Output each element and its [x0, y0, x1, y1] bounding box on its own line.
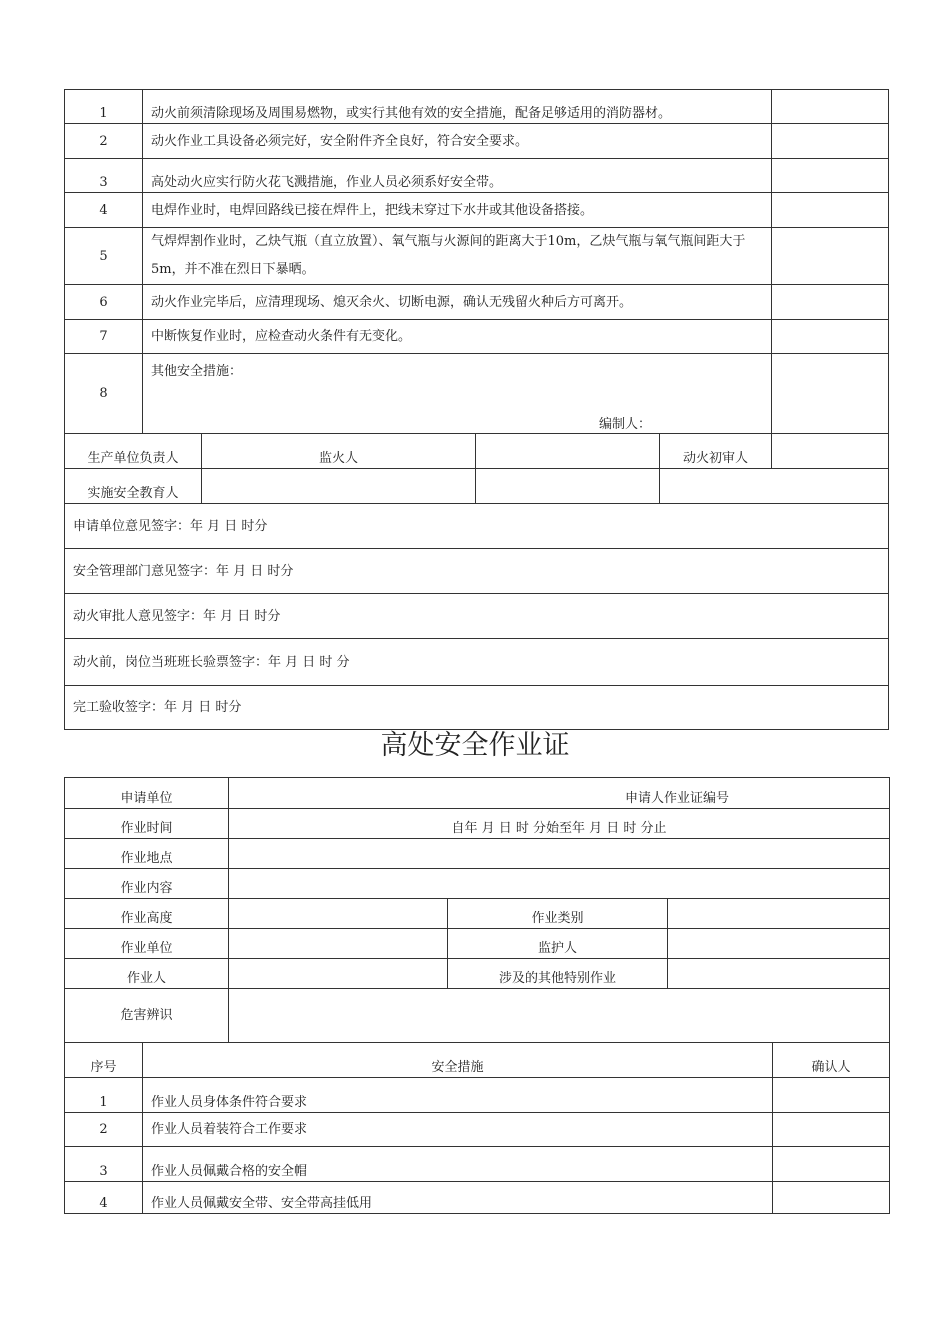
confirm-cell[interactable]: [772, 285, 889, 320]
blank-cell[interactable]: [476, 469, 660, 504]
other-special-label: 涉及的其他特别作业: [448, 959, 668, 989]
worker-field[interactable]: [229, 959, 448, 989]
col-confirm-header: 确认人: [773, 1043, 890, 1078]
guardian-label: 监护人: [448, 929, 668, 959]
hazard-id-field[interactable]: [229, 989, 890, 1043]
measure-no: 2: [65, 1113, 143, 1147]
measure-text: 气焊焊割作业时，乙炔气瓶（直立放置）、氧气瓶与火源间的距离大于10m，乙炔气瓶与氧气瓶间距大于5m，并不准在烈日下暴晒。: [143, 228, 772, 285]
confirm-cell[interactable]: [773, 1078, 890, 1113]
confirm-cell[interactable]: [773, 1182, 890, 1214]
measure-row: [65, 159, 889, 193]
production-head-label: 生产单位负责人: [65, 434, 202, 469]
measure-row: [65, 320, 889, 354]
permit-no-label[interactable]: 申请人作业证编号: [229, 778, 890, 809]
measure-text: 动火前须清除现场及周围易燃物，或实行其他有效的安全措施，配备足够适用的消防器材。: [143, 90, 772, 124]
confirm-cell[interactable]: [772, 90, 889, 124]
work-height-field[interactable]: [229, 899, 448, 929]
hotwork-permit-table: [64, 89, 889, 730]
measure-text: 作业人员佩戴安全带、安全带高挂低用: [143, 1182, 773, 1214]
measure-no: 7: [65, 320, 143, 354]
measure-no: 4: [65, 1182, 143, 1214]
signature-row[interactable]: [65, 639, 889, 686]
safety-educator-label: 实施安全教育人: [65, 469, 202, 504]
work-unit-label: 作业单位: [65, 929, 229, 959]
approver-signature: 动火审批人意见签字：年 月 日 时分: [65, 594, 889, 639]
measure-row: [65, 193, 889, 228]
signature-row[interactable]: [65, 686, 889, 730]
initial-reviewer-sign[interactable]: [772, 434, 889, 469]
measure-text: 动火作业完毕后，应清理现场、熄灭余火、切断电源，确认无残留火种后方可离开。: [143, 285, 772, 320]
measure-row: [65, 90, 889, 124]
measure-text: 动火作业工具设备必须完好，安全附件齐全良好，符合安全要求。: [143, 124, 772, 159]
measure-text: 作业人员身体条件符合要求: [143, 1078, 773, 1113]
work-time-value[interactable]: 自年 月 日 时 分始至年 月 日 时 分止: [229, 809, 890, 839]
measure-row: [65, 228, 889, 285]
editor-label: 编制人：: [599, 417, 652, 432]
people-row: [65, 434, 889, 469]
work-category-label: 作业类别: [448, 899, 668, 929]
col-measure-header: 安全措施: [143, 1043, 773, 1078]
worker-label: 作业人: [65, 959, 229, 989]
measure-no: 1: [65, 1078, 143, 1113]
measures-header-row: [65, 1043, 890, 1078]
safety-educator-sign[interactable]: [202, 469, 476, 504]
measure-row: [65, 1078, 890, 1113]
work-content-field[interactable]: [229, 869, 890, 899]
signature-row[interactable]: [65, 594, 889, 639]
shift-leader-signature: 动火前，岗位当班班长验票签字：年 月 日 时 分: [65, 639, 889, 686]
confirm-cell[interactable]: [773, 1147, 890, 1182]
hazard-id-label: 危害辨识: [65, 989, 229, 1043]
measure-row: [65, 124, 889, 159]
confirm-cell[interactable]: [773, 1113, 890, 1147]
guardian-field[interactable]: [668, 929, 890, 959]
measure-text-other[interactable]: [143, 354, 772, 434]
initial-reviewer-label: 动火初审人: [660, 434, 772, 469]
measure-row: [65, 1182, 890, 1214]
measure-text: 作业人员佩戴合格的安全帽: [143, 1147, 773, 1182]
height-permit-table: [64, 777, 890, 1214]
work-time-label: 作业时间: [65, 809, 229, 839]
safety-dept-signature: 安全管理部门意见签字：年 月 日 时分: [65, 549, 889, 594]
measure-row: [65, 354, 889, 434]
measure-no: 3: [65, 159, 143, 193]
confirm-cell[interactable]: [772, 354, 889, 434]
col-no-header: 序号: [65, 1043, 143, 1078]
measure-no: 6: [65, 285, 143, 320]
confirm-cell[interactable]: [772, 159, 889, 193]
measure-row: [65, 285, 889, 320]
measure-no: 3: [65, 1147, 143, 1182]
measure-no: 5: [65, 228, 143, 285]
measure-no: 2: [65, 124, 143, 159]
work-height-label: 作业高度: [65, 899, 229, 929]
confirm-cell[interactable]: [772, 124, 889, 159]
measure-row: [65, 1113, 890, 1147]
work-site-label: 作业地点: [65, 839, 229, 869]
people-row: [65, 469, 889, 504]
measure-text: 中断恢复作业时，应检查动火条件有无变化。: [143, 320, 772, 354]
measure-no: 4: [65, 193, 143, 228]
completion-signature: 完工验收签字：年 月 日 时分: [65, 686, 889, 730]
fire-watcher-sign[interactable]: [476, 434, 660, 469]
confirm-cell[interactable]: [772, 193, 889, 228]
measure-text: 作业人员着装符合工作要求: [143, 1113, 773, 1147]
work-content-label: 作业内容: [65, 869, 229, 899]
blank-cell[interactable]: [660, 469, 889, 504]
measure-row: [65, 1147, 890, 1182]
work-category-field[interactable]: [668, 899, 890, 929]
measure-no: 8: [65, 354, 143, 434]
measure-text: 高处动火应实行防火花飞溅措施，作业人员必须系好安全带。: [143, 159, 772, 193]
measure-text: 电焊作业时，电焊回路线已接在焊件上，把线未穿过下水井或其他设备搭接。: [143, 193, 772, 228]
apply-unit-label: 申请单位: [65, 778, 229, 809]
page-title: 高处安全作业证: [380, 730, 570, 761]
other-special-field[interactable]: [668, 959, 890, 989]
confirm-cell[interactable]: [772, 320, 889, 354]
signature-row[interactable]: [65, 549, 889, 594]
signature-row[interactable]: [65, 504, 889, 549]
measure-no: 1: [65, 90, 143, 124]
confirm-cell[interactable]: [772, 228, 889, 285]
apply-unit-signature: 申请单位意见签字：年 月 日 时分: [65, 504, 889, 549]
other-measures-label: 其他安全措施：: [151, 364, 243, 379]
work-site-field[interactable]: [229, 839, 890, 869]
fire-watcher-label: 监火人: [202, 434, 476, 469]
work-unit-field[interactable]: [229, 929, 448, 959]
